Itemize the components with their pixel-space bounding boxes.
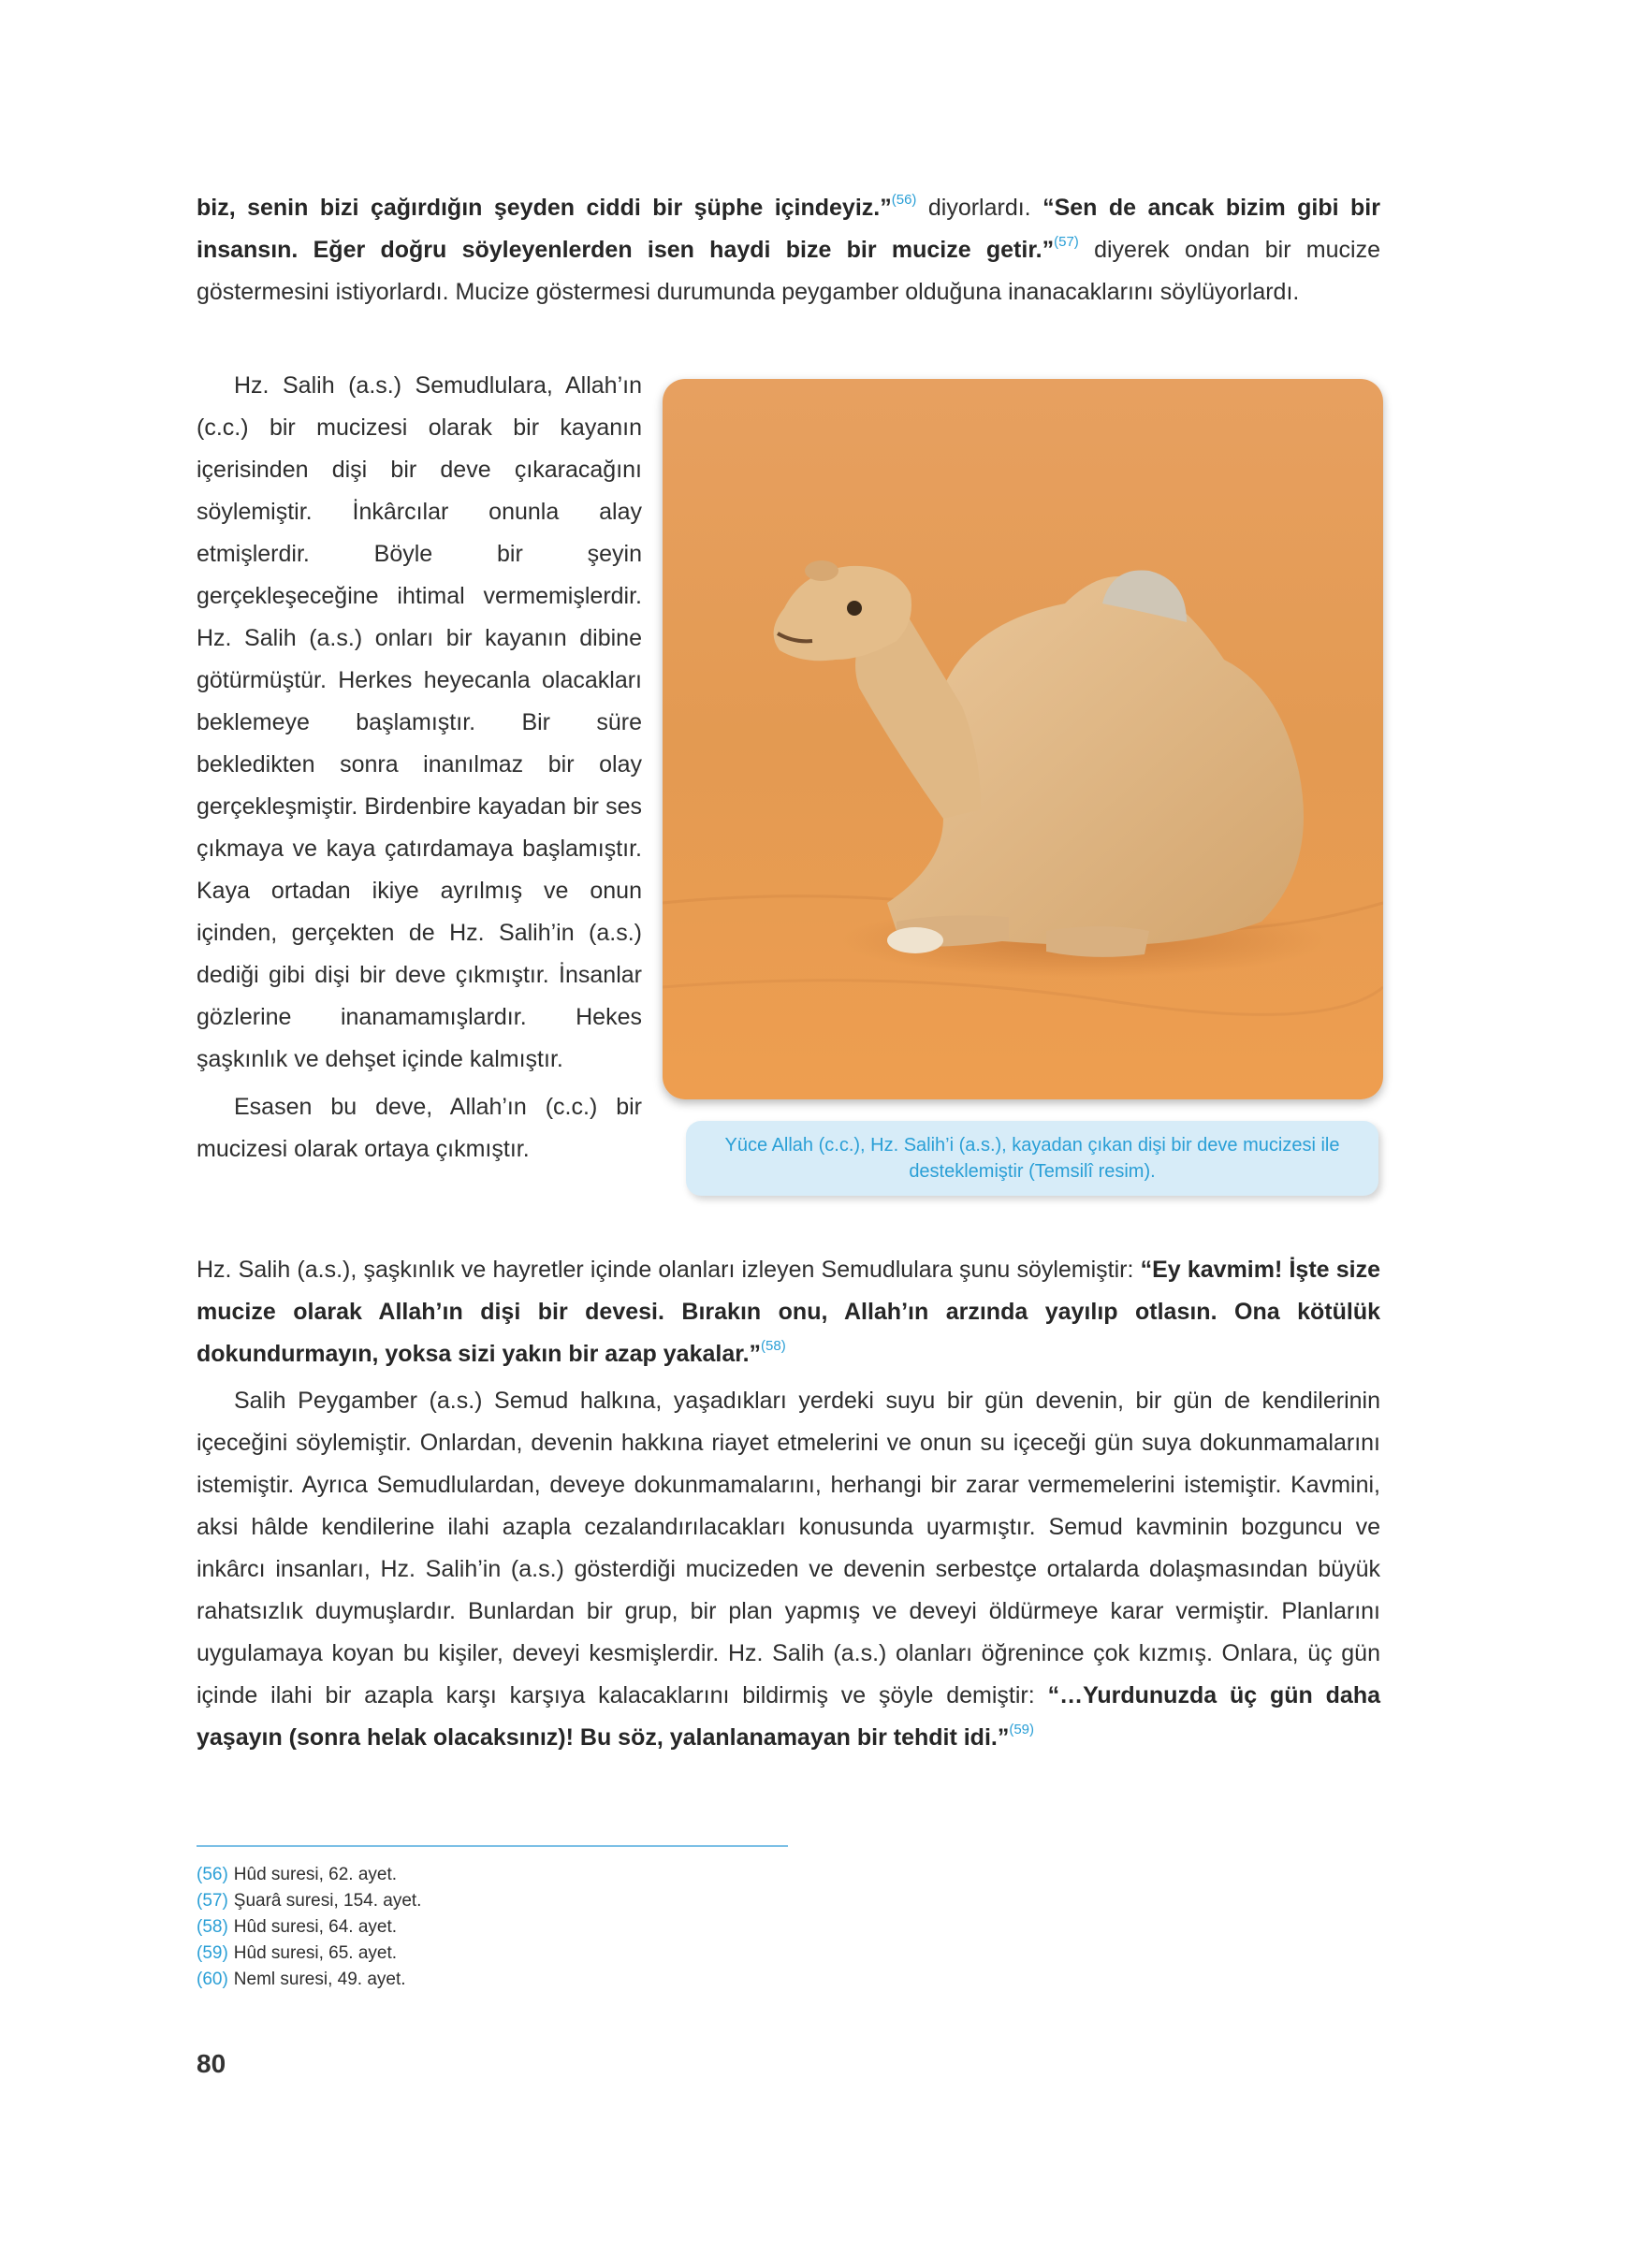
footnote-number: (59) (197, 1943, 228, 1963)
intro-text-1: diyorlardı. (916, 195, 1043, 221)
footnote-item (197, 1941, 421, 1967)
intro-quote-2: “Sen de ancak bizim gibi bir insansın. Eğer doğru söyleyenlerden isen haydi bize bir mucize getir.” (197, 195, 1380, 263)
footnote-item (197, 1967, 421, 1993)
footnotes (197, 1862, 421, 1993)
footnote-text: Şuarâ suresi, 154. ayet. (233, 1891, 422, 1911)
footnote-text: Hûd suresi, 62. ayet. (233, 1865, 398, 1884)
footnote-text: Hûd suresi, 64. ayet. (233, 1917, 398, 1937)
footnote-ref-58[interactable]: (58) (761, 1338, 786, 1354)
footnote-text: Hûd suresi, 65. ayet. (233, 1943, 398, 1963)
paragraph-2-start: Esasen bu deve, Allah’ın (c.c.) bir mucizesi olarak ortaya çıkmıştır. (197, 1094, 642, 1162)
footnote-text: Neml suresi, 49. ayet. (233, 1970, 406, 1989)
intro-quote-1: biz, senin bizi çağırdığın şeyden ciddi bir şüphe içindeyiz.” (197, 195, 892, 221)
footnote-item (197, 1862, 421, 1888)
left-column (197, 365, 642, 1170)
figure-caption: Yüce Allah (c.c.), Hz. Salih’i (a.s.), kayadan çıkan dişi bir deve mucizesi ile desteklemiştir (Temsilî resim). (686, 1121, 1378, 1196)
intro-text-2: diyerek ondan bir mucize göstermesini istiyorlardı. Mucize göstermesi durumunda peygamber olduğuna inanacaklarını söylüyorlardı. (197, 237, 1380, 305)
paragraph-1: Hz. Salih (a.s.) Semudlulara, Allah’ın (c.c.) bir mucizesi olarak bir kayanın içerisinden dişi bir deve çıkaracağını söylemiştir. İnkârcılar onunla alay etmişlerdir. Böyle bir şeyin gerçekleşeceğine ihtimal vermemişlerdir. Hz. Salih (a.s.) onları bir kayanın dibine götürmüştür. Herkes heyecanla olacakları beklemeye başlamıştır. Bir süre bekledikten sonra inanılmaz bir olay gerçekleşmiştir. Birdenbire kayadan bir ses çıkmaya ve kaya çatırdamaya başlamıştır. Kaya ortadan ikiye ayrılmış ve onun içinden, gerçekten de Hz. Salih’in (a.s.) dediği gibi dişi bir deve çıkmıştır. İnsanlar gözlerine inanamamışlardır. Hekes şaşkınlık ve dehşet içinde kalmıştır. (197, 372, 642, 1072)
camel-image (663, 379, 1383, 1099)
paragraph-2-quote: “Ey kavmim! İşte size mucize olarak Allah’ın dişi bir devesi. Bırakın onu, Allah’ın arzında yayılıp otlasın. Ona kötülük dokundurmayın, yoksa sizi yakın bir azap yakalar.” (197, 1257, 1380, 1367)
footnote-number: (56) (197, 1865, 228, 1884)
footnote-ref-59[interactable]: (59) (1009, 1722, 1035, 1737)
paragraph-2-continuation (197, 1249, 1380, 1375)
paragraph-3-quote: “…Yurdunuzda üç gün daha yaşayın (sonra helak olacaksınız)! Bu söz, yalanlanamayan bir tehdit idi.” (197, 1682, 1380, 1751)
footnote-number: (57) (197, 1891, 228, 1911)
paragraph-3-text: Salih Peygamber (a.s.) Semud halkına, yaşadıkları yerdeki suyu bir gün devenin, bir gün de kendilerinin içeceğini söylemiştir. Onlardan, devenin hakkına riayet etmelerini ve onun su içeceği gün suya dokunmamalarını istemiştir. Ayrıca Semudlulardan, deveye dokunmamalarını, herhangi bir zarar vermemelerini istemiştir. Kavmini, aksi hâlde kendilerine ilahi azapla cezalandırılacakları konusunda uyarmıştır. Semud kavminin bozguncu ve inkârcı insanları, Hz. Salih’in (a.s.) gösterdiği mucizeden ve devenin serbestçe ortalarda dolaşmasından büyük rahatsızlık duymuşlardır. Bunlardan bir grup, bir plan yapmış ve deveyi öldürmeye karar vermiştir. Planlarını uygulamaya koyan bu kişiler, deveyi kesmişlerdir. Hz. Salih (a.s.) olanları öğrenince çok kızmış. Onlara, üç gün içinde ilahi bir azapla karşı karşıya kalacaklarını bildirmiş ve şöyle demiştir: (197, 1388, 1380, 1708)
footnote-item (197, 1888, 421, 1914)
camel-illustration (663, 379, 1383, 1099)
footnote-number: (58) (197, 1917, 228, 1937)
footnote-ref-56[interactable]: (56) (891, 192, 917, 208)
paragraph-3 (197, 1380, 1380, 1759)
footnote-divider (197, 1845, 788, 1847)
paragraph-2-text: Hz. Salih (a.s.), şaşkınlık ve hayretler içinde olanları izleyen Semudlulara şunu söylemiştir: (197, 1257, 1141, 1283)
footnote-item (197, 1914, 421, 1941)
intro-paragraph (197, 187, 1380, 313)
page-number: 80 (197, 2049, 226, 2078)
footnote-number: (60) (197, 1970, 228, 1989)
footnote-ref-57[interactable]: (57) (1054, 234, 1079, 250)
